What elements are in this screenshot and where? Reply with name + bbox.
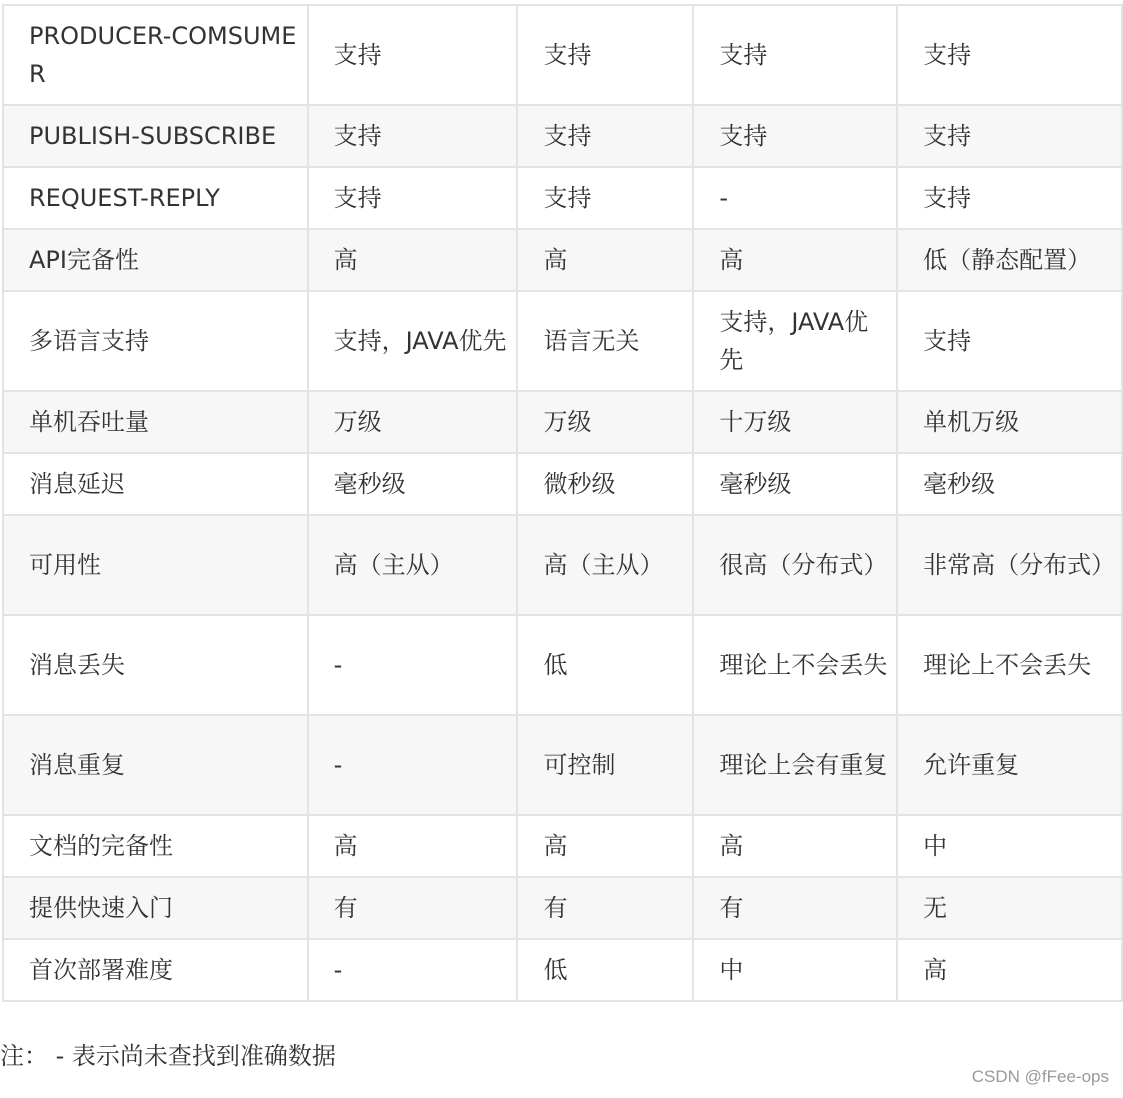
table-cell: 无 (897, 877, 1122, 939)
csdn-credit: CSDN @fFee-ops (971, 1067, 1109, 1086)
table-cell: 支持 (897, 105, 1122, 167)
table-cell: 高（主从） (308, 515, 518, 615)
table-row (3, 291, 1122, 391)
table-cell: 支持，JAVA优先 (693, 291, 897, 391)
table-cell: 高 (693, 229, 897, 291)
table-row (3, 939, 1122, 1001)
row-label-cell: 消息延迟 (3, 453, 308, 515)
row-label-cell: 提供快速入门 (3, 877, 308, 939)
table-cell: 高 (897, 939, 1122, 1001)
table-cell: 低 (517, 939, 693, 1001)
row-label-cell: 消息重复 (3, 715, 308, 815)
table-row (3, 715, 1122, 815)
table-row (3, 515, 1122, 615)
table-cell: 高 (517, 815, 693, 877)
row-label-cell: 单机吞吐量 (3, 391, 308, 453)
table-cell: 支持 (517, 105, 693, 167)
table-cell: 支持，JAVA优先 (308, 291, 518, 391)
row-label-cell: API完备性 (3, 229, 308, 291)
table-cell: - (693, 167, 897, 229)
table-cell: 支持 (693, 5, 897, 105)
table-cell: 可控制 (517, 715, 693, 815)
table-cell: 支持 (308, 167, 518, 229)
table-body (3, 5, 1122, 1001)
footnote: 注： - 表示尚未查找到准确数据 (0, 1042, 336, 1070)
table-cell: 支持 (308, 105, 518, 167)
table-cell: 语言无关 (517, 291, 693, 391)
comparison-table-wrapper (2, 4, 1123, 1002)
table-cell: 微秒级 (517, 453, 693, 515)
table-cell: 很高（分布式） (693, 515, 897, 615)
table-cell: - (308, 939, 518, 1001)
row-label-cell: REQUEST-REPLY (3, 167, 308, 229)
table-cell: 支持 (308, 5, 518, 105)
table-cell: 高 (517, 229, 693, 291)
table-cell: 毫秒级 (897, 453, 1122, 515)
table-cell: 支持 (693, 105, 897, 167)
table-cell: 高（主从） (517, 515, 693, 615)
table-cell: - (308, 615, 518, 715)
table-row (3, 453, 1122, 515)
row-label-cell: PRODUCER-COMSUMER (3, 5, 308, 105)
table-row (3, 877, 1122, 939)
table-cell: 毫秒级 (308, 453, 518, 515)
table-cell: 理论上不会丢失 (693, 615, 897, 715)
table-row (3, 229, 1122, 291)
table-cell: 允许重复 (897, 715, 1122, 815)
table-cell: 毫秒级 (693, 453, 897, 515)
table-cell: 高 (308, 815, 518, 877)
table-cell: 有 (308, 877, 518, 939)
table-row (3, 391, 1122, 453)
table-row (3, 615, 1122, 715)
table-cell: 支持 (897, 167, 1122, 229)
table-cell: 支持 (897, 5, 1122, 105)
table-cell: 万级 (517, 391, 693, 453)
table-cell: 单机万级 (897, 391, 1122, 453)
table-cell: 有 (693, 877, 897, 939)
table-cell: 中 (897, 815, 1122, 877)
table-cell: 理论上会有重复 (693, 715, 897, 815)
table-cell: 低 (517, 615, 693, 715)
table-cell: - (308, 715, 518, 815)
table-cell: 高 (308, 229, 518, 291)
table-cell: 十万级 (693, 391, 897, 453)
table-cell: 高 (693, 815, 897, 877)
row-label-cell: 可用性 (3, 515, 308, 615)
row-label-cell: PUBLISH-SUBSCRIBE (3, 105, 308, 167)
table-cell: 中 (693, 939, 897, 1001)
table-cell: 支持 (897, 291, 1122, 391)
table-row (3, 105, 1122, 167)
row-label-cell: 文档的完备性 (3, 815, 308, 877)
table-row (3, 167, 1122, 229)
row-label-cell: 消息丢失 (3, 615, 308, 715)
table-cell: 支持 (517, 5, 693, 105)
table-cell: 非常高（分布式） (897, 515, 1122, 615)
table-row (3, 815, 1122, 877)
table-cell: 万级 (308, 391, 518, 453)
table-cell: 有 (517, 877, 693, 939)
table-cell: 理论上不会丢失 (897, 615, 1122, 715)
table-cell: 低（静态配置） (897, 229, 1122, 291)
row-label-cell: 多语言支持 (3, 291, 308, 391)
comparison-table (2, 4, 1123, 1002)
table-row (3, 5, 1122, 105)
row-label-cell: 首次部署难度 (3, 939, 308, 1001)
table-cell: 支持 (517, 167, 693, 229)
